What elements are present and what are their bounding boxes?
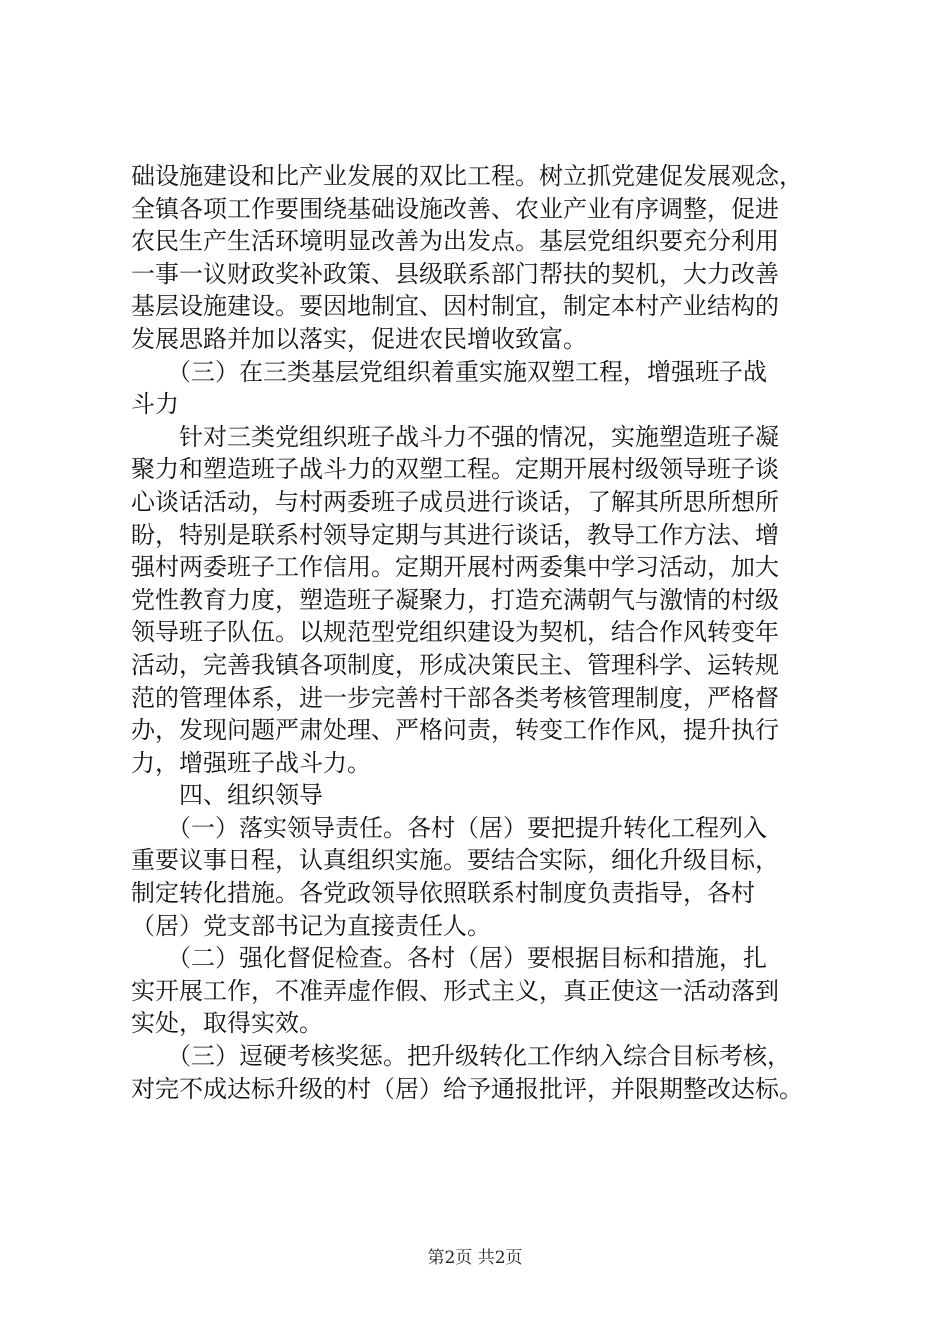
document-body xyxy=(131,160,851,1105)
text-line: 针对三类党组织班子战斗力不强的情况，实施塑造班子凝 xyxy=(131,422,779,451)
text-line: 范的管理体系，进一步完善村干部各类考核管理制度，严格督 xyxy=(131,683,779,712)
text-line: 领导班子队伍。以规范型党组织建设为契机，结合作风转变年 xyxy=(131,618,779,647)
text-line: 实开展工作，不准弄虚作假、形式主义，真正使这一活动落到 xyxy=(131,976,779,1005)
text-line: 强村两委班子工作信用。定期开展村两委集中学习活动，加大 xyxy=(131,553,779,582)
text-line: 基层设施建设。要因地制宜、因村制宜，制定本村产业结构的 xyxy=(131,292,779,321)
text-line: 斗力 xyxy=(131,390,179,419)
text-line: （三）逗硬考核奖惩。把升级转化工作纳入综合目标考核， xyxy=(131,1042,791,1071)
text-line: 力，增强班子战斗力。 xyxy=(131,748,371,777)
text-line: 全镇各项工作要围绕基础设施改善、农业产业有序调整，促进 xyxy=(131,194,779,223)
text-line: 四、组织领导 xyxy=(131,781,323,810)
text-line: 对完不成达标升级的村（居）给予通报批评，并限期整改达标。 xyxy=(131,1074,803,1103)
text-line: 制定转化措施。各党政领导依照联系村制度负责指导，各村 xyxy=(131,879,755,908)
text-line: 心谈话活动，与村两委班子成员进行谈话，了解其所思所想所 xyxy=(131,487,779,516)
text-line: 办，发现问题严肃处理、严格问责，转变工作作风，提升执行 xyxy=(131,716,779,745)
text-line: （二）强化督促检查。各村（居）要根据目标和措施，扎 xyxy=(131,944,767,973)
text-line: 党性教育力度，塑造班子凝聚力，打造充满朝气与激情的村级 xyxy=(131,585,779,614)
text-line: 聚力和塑造班子战斗力的双塑工程。定期开展村级领导班子谈 xyxy=(131,455,779,484)
text-line: （一）落实领导责任。各村（居）要把提升转化工程列入 xyxy=(131,813,767,842)
text-line: 盼，特别是联系村领导定期与其进行谈话，教导工作方法、增 xyxy=(131,520,779,549)
text-line: 发展思路并加以落实，促进农民增收致富。 xyxy=(131,324,587,353)
text-line: 一事一议财政奖补政策、县级联系部门帮扶的契机，大力改善 xyxy=(131,259,779,288)
text-line: 础设施建设和比产业发展的双比工程。树立抓党建促发展观念， xyxy=(131,162,803,190)
text-line: 实处，取得实效。 xyxy=(131,1009,323,1038)
text-line: 重要议事日程，认真组织实施。要结合实际，细化升级目标， xyxy=(131,846,779,875)
text-line: 活动，完善我镇各项制度，形成决策民主、管理科学、运转规 xyxy=(131,650,779,679)
page-number: 第2页 共2页 xyxy=(427,1248,523,1268)
text-line: （三）在三类基层党组织着重实施双塑工程，增强班子战 xyxy=(131,357,767,386)
text-line: （居）党支部书记为直接责任人。 xyxy=(131,911,491,940)
text-line: 农民生产生活环境明显改善为出发点。基层党组织要充分利用 xyxy=(131,227,779,256)
